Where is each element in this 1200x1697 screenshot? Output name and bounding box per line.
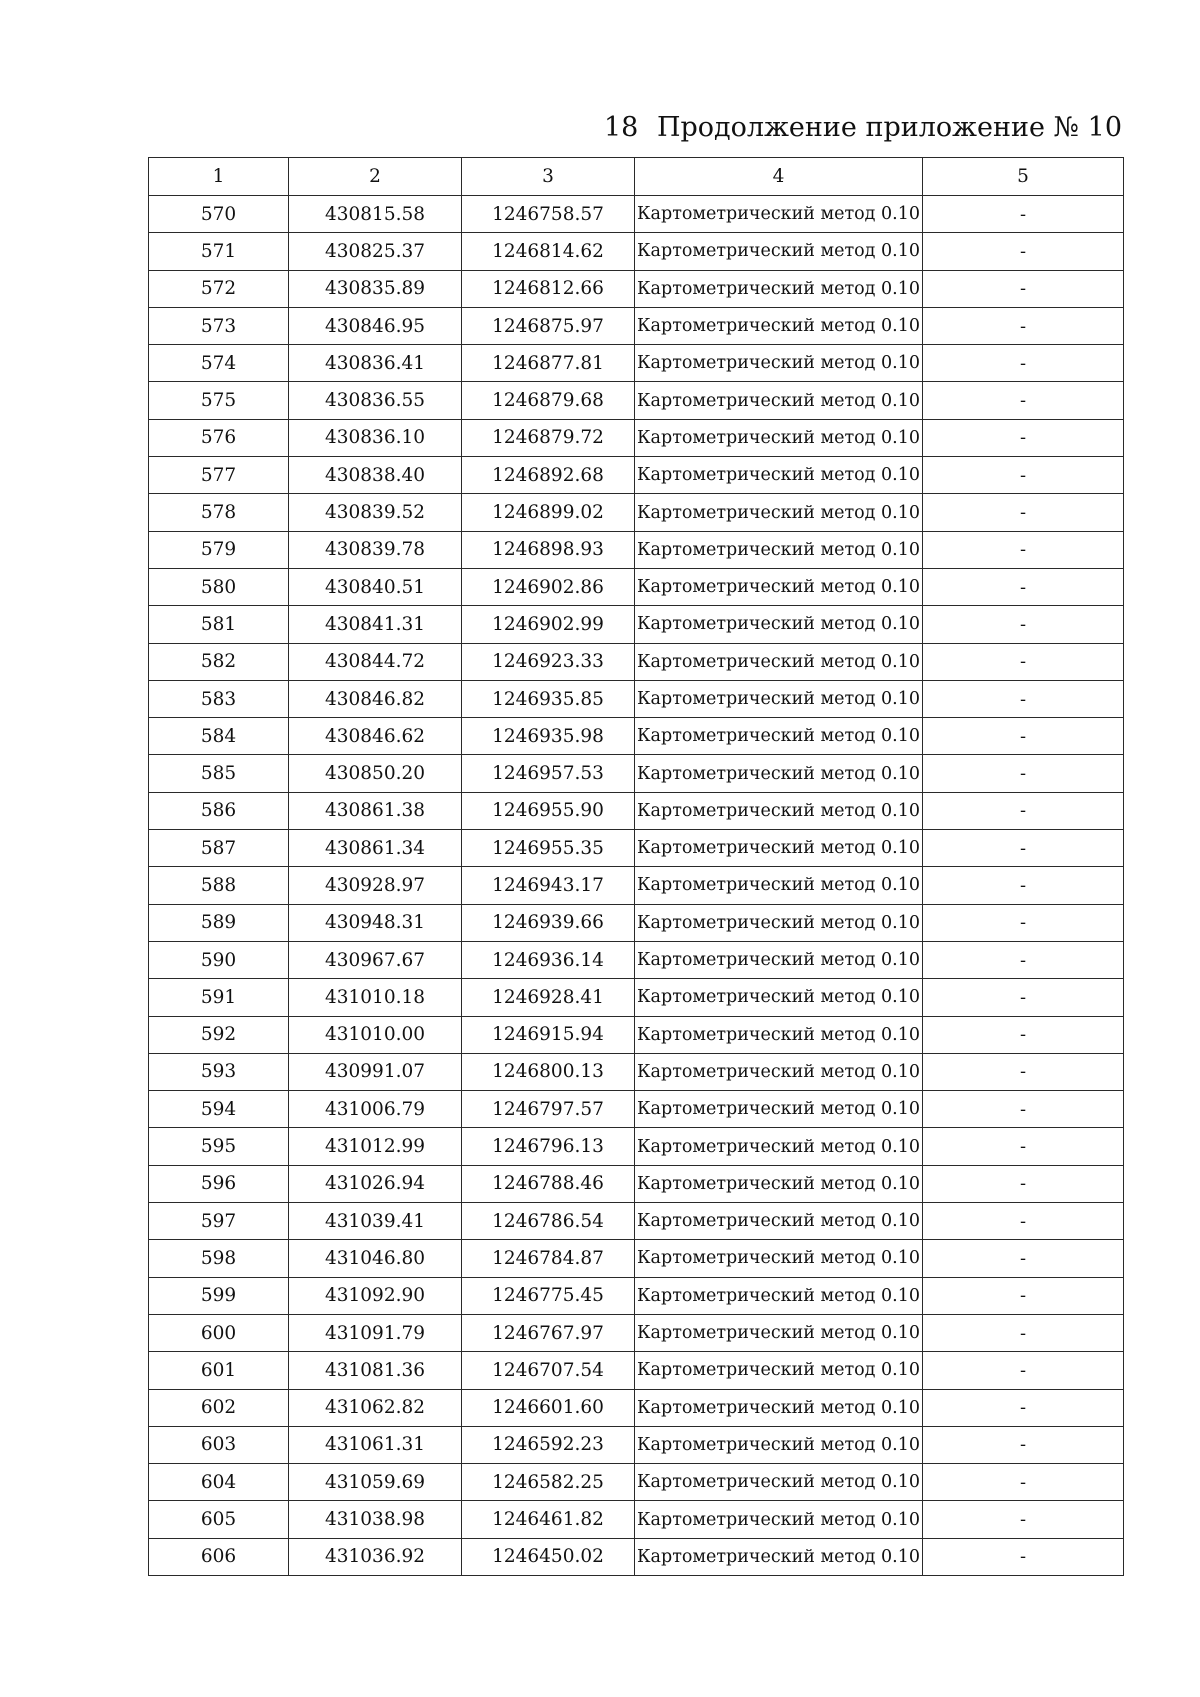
method-cell: Картометрический метод 0.10 <box>635 643 923 680</box>
point-number-cell: 592 <box>149 1016 289 1053</box>
table-row <box>149 1501 1124 1538</box>
description-cell: - <box>923 1314 1124 1351</box>
description-cell: - <box>923 1538 1124 1575</box>
table-row <box>149 196 1124 233</box>
point-number-cell: 603 <box>149 1426 289 1463</box>
y-coordinate-cell: 1246812.66 <box>462 270 635 307</box>
method-cell: Картометрический метод 0.10 <box>635 830 923 867</box>
description-cell: - <box>923 1053 1124 1090</box>
point-number-cell: 591 <box>149 979 289 1016</box>
point-number-cell: 586 <box>149 792 289 829</box>
x-coordinate-cell: 430861.34 <box>289 830 462 867</box>
column-header: 3 <box>462 158 635 196</box>
table-row <box>149 1314 1124 1351</box>
y-coordinate-cell: 1246461.82 <box>462 1501 635 1538</box>
point-number-cell: 575 <box>149 382 289 419</box>
table-row <box>149 830 1124 867</box>
description-cell: - <box>923 419 1124 456</box>
table-row <box>149 270 1124 307</box>
description-cell: - <box>923 680 1124 717</box>
table-row <box>149 755 1124 792</box>
description-cell: - <box>923 941 1124 978</box>
y-coordinate-cell: 1246797.57 <box>462 1091 635 1128</box>
table-row <box>149 1538 1124 1575</box>
description-cell: - <box>923 1128 1124 1165</box>
table-row <box>149 904 1124 941</box>
y-coordinate-cell: 1246758.57 <box>462 196 635 233</box>
description-cell: - <box>923 307 1124 344</box>
description-cell: - <box>923 1352 1124 1389</box>
method-cell: Картометрический метод 0.10 <box>635 457 923 494</box>
x-coordinate-cell: 430967.67 <box>289 941 462 978</box>
table-row <box>149 1053 1124 1090</box>
y-coordinate-cell: 1246786.54 <box>462 1203 635 1240</box>
point-number-cell: 577 <box>149 457 289 494</box>
method-cell: Картометрический метод 0.10 <box>635 568 923 605</box>
appendix-title: Продолжение приложение № 10 <box>656 112 1122 143</box>
table-row <box>149 1464 1124 1501</box>
x-coordinate-cell: 430835.89 <box>289 270 462 307</box>
point-number-cell: 574 <box>149 345 289 382</box>
description-cell: - <box>923 1091 1124 1128</box>
y-coordinate-cell: 1246875.97 <box>462 307 635 344</box>
x-coordinate-cell: 431091.79 <box>289 1314 462 1351</box>
table-row <box>149 941 1124 978</box>
x-coordinate-cell: 431036.92 <box>289 1538 462 1575</box>
point-number-cell: 584 <box>149 718 289 755</box>
x-coordinate-cell: 431092.90 <box>289 1277 462 1314</box>
point-number-cell: 597 <box>149 1203 289 1240</box>
point-number-cell: 593 <box>149 1053 289 1090</box>
table-row <box>149 643 1124 680</box>
description-cell: - <box>923 1277 1124 1314</box>
method-cell: Картометрический метод 0.10 <box>635 941 923 978</box>
y-coordinate-cell: 1246592.23 <box>462 1426 635 1463</box>
table-body <box>149 196 1124 1576</box>
method-cell: Картометрический метод 0.10 <box>635 345 923 382</box>
point-number-cell: 595 <box>149 1128 289 1165</box>
description-cell: - <box>923 1203 1124 1240</box>
point-number-cell: 582 <box>149 643 289 680</box>
method-cell: Картометрический метод 0.10 <box>635 270 923 307</box>
method-cell: Картометрический метод 0.10 <box>635 233 923 270</box>
table-row <box>149 531 1124 568</box>
point-number-cell: 579 <box>149 531 289 568</box>
point-number-cell: 587 <box>149 830 289 867</box>
y-coordinate-cell: 1246936.14 <box>462 941 635 978</box>
description-cell: - <box>923 979 1124 1016</box>
y-coordinate-cell: 1246915.94 <box>462 1016 635 1053</box>
point-number-cell: 600 <box>149 1314 289 1351</box>
description-cell: - <box>923 382 1124 419</box>
x-coordinate-cell: 431006.79 <box>289 1091 462 1128</box>
point-number-cell: 590 <box>149 941 289 978</box>
table-row <box>149 419 1124 456</box>
point-number-cell: 576 <box>149 419 289 456</box>
description-cell: - <box>923 1240 1124 1277</box>
y-coordinate-cell: 1246955.90 <box>462 792 635 829</box>
x-coordinate-cell: 430861.38 <box>289 792 462 829</box>
y-coordinate-cell: 1246957.53 <box>462 755 635 792</box>
page-number: 18 <box>604 112 639 143</box>
x-coordinate-cell: 430841.31 <box>289 606 462 643</box>
y-coordinate-cell: 1246582.25 <box>462 1464 635 1501</box>
description-cell: - <box>923 643 1124 680</box>
y-coordinate-cell: 1246784.87 <box>462 1240 635 1277</box>
table-row <box>149 680 1124 717</box>
table-row <box>149 233 1124 270</box>
y-coordinate-cell: 1246450.02 <box>462 1538 635 1575</box>
x-coordinate-cell: 430846.82 <box>289 680 462 717</box>
method-cell: Картометрический метод 0.10 <box>635 1352 923 1389</box>
y-coordinate-cell: 1246892.68 <box>462 457 635 494</box>
point-number-cell: 580 <box>149 568 289 605</box>
description-cell: - <box>923 867 1124 904</box>
description-cell: - <box>923 270 1124 307</box>
description-cell: - <box>923 1389 1124 1426</box>
y-coordinate-cell: 1246898.93 <box>462 531 635 568</box>
x-coordinate-cell: 430836.55 <box>289 382 462 419</box>
x-coordinate-cell: 430825.37 <box>289 233 462 270</box>
method-cell: Картометрический метод 0.10 <box>635 1314 923 1351</box>
point-number-cell: 589 <box>149 904 289 941</box>
table-row <box>149 1277 1124 1314</box>
y-coordinate-cell: 1246943.17 <box>462 867 635 904</box>
y-coordinate-cell: 1246902.86 <box>462 568 635 605</box>
table-row <box>149 1426 1124 1463</box>
method-cell: Картометрический метод 0.10 <box>635 979 923 1016</box>
description-cell: - <box>923 457 1124 494</box>
y-coordinate-cell: 1246935.85 <box>462 680 635 717</box>
description-cell: - <box>923 568 1124 605</box>
page-header <box>0 112 1200 152</box>
x-coordinate-cell: 430815.58 <box>289 196 462 233</box>
description-cell: - <box>923 531 1124 568</box>
y-coordinate-cell: 1246939.66 <box>462 904 635 941</box>
method-cell: Картометрический метод 0.10 <box>635 382 923 419</box>
table-header-row <box>149 158 1124 196</box>
method-cell: Картометрический метод 0.10 <box>635 419 923 456</box>
point-number-cell: 585 <box>149 755 289 792</box>
x-coordinate-cell: 431046.80 <box>289 1240 462 1277</box>
method-cell: Картометрический метод 0.10 <box>635 196 923 233</box>
description-cell: - <box>923 345 1124 382</box>
table-row <box>149 1203 1124 1240</box>
y-coordinate-cell: 1246902.99 <box>462 606 635 643</box>
description-cell: - <box>923 494 1124 531</box>
y-coordinate-cell: 1246928.41 <box>462 979 635 1016</box>
method-cell: Картометрический метод 0.10 <box>635 1464 923 1501</box>
x-coordinate-cell: 430839.52 <box>289 494 462 531</box>
point-number-cell: 581 <box>149 606 289 643</box>
table-row <box>149 1240 1124 1277</box>
method-cell: Картометрический метод 0.10 <box>635 680 923 717</box>
method-cell: Картометрический метод 0.10 <box>635 1203 923 1240</box>
description-cell: - <box>923 792 1124 829</box>
table-row <box>149 345 1124 382</box>
method-cell: Картометрический метод 0.10 <box>635 1165 923 1202</box>
method-cell: Картометрический метод 0.10 <box>635 531 923 568</box>
column-header: 5 <box>923 158 1124 196</box>
point-number-cell: 578 <box>149 494 289 531</box>
point-number-cell: 571 <box>149 233 289 270</box>
table-row <box>149 979 1124 1016</box>
table-row <box>149 792 1124 829</box>
point-number-cell: 583 <box>149 680 289 717</box>
y-coordinate-cell: 1246796.13 <box>462 1128 635 1165</box>
method-cell: Картометрический метод 0.10 <box>635 1053 923 1090</box>
x-coordinate-cell: 430836.10 <box>289 419 462 456</box>
x-coordinate-cell: 431059.69 <box>289 1464 462 1501</box>
table-row <box>149 1389 1124 1426</box>
method-cell: Картометрический метод 0.10 <box>635 1016 923 1053</box>
description-cell: - <box>923 1464 1124 1501</box>
method-cell: Картометрический метод 0.10 <box>635 1501 923 1538</box>
x-coordinate-cell: 431081.36 <box>289 1352 462 1389</box>
description-cell: - <box>923 904 1124 941</box>
description-cell: - <box>923 830 1124 867</box>
description-cell: - <box>923 196 1124 233</box>
table-row <box>149 1016 1124 1053</box>
x-coordinate-cell: 430838.40 <box>289 457 462 494</box>
x-coordinate-cell: 431026.94 <box>289 1165 462 1202</box>
y-coordinate-cell: 1246775.45 <box>462 1277 635 1314</box>
point-number-cell: 594 <box>149 1091 289 1128</box>
table-row <box>149 307 1124 344</box>
x-coordinate-cell: 430991.07 <box>289 1053 462 1090</box>
table-row <box>149 382 1124 419</box>
description-cell: - <box>923 1501 1124 1538</box>
x-coordinate-cell: 430948.31 <box>289 904 462 941</box>
point-number-cell: 602 <box>149 1389 289 1426</box>
method-cell: Картометрический метод 0.10 <box>635 307 923 344</box>
x-coordinate-cell: 430850.20 <box>289 755 462 792</box>
x-coordinate-cell: 431062.82 <box>289 1389 462 1426</box>
method-cell: Картометрический метод 0.10 <box>635 1240 923 1277</box>
x-coordinate-cell: 431039.41 <box>289 1203 462 1240</box>
method-cell: Картометрический метод 0.10 <box>635 1426 923 1463</box>
point-number-cell: 601 <box>149 1352 289 1389</box>
y-coordinate-cell: 1246879.68 <box>462 382 635 419</box>
y-coordinate-cell: 1246955.35 <box>462 830 635 867</box>
method-cell: Картометрический метод 0.10 <box>635 1277 923 1314</box>
table-row <box>149 606 1124 643</box>
x-coordinate-cell: 430846.95 <box>289 307 462 344</box>
x-coordinate-cell: 430840.51 <box>289 568 462 605</box>
column-header: 1 <box>149 158 289 196</box>
method-cell: Картометрический метод 0.10 <box>635 792 923 829</box>
point-number-cell: 606 <box>149 1538 289 1575</box>
point-number-cell: 604 <box>149 1464 289 1501</box>
point-number-cell: 572 <box>149 270 289 307</box>
description-cell: - <box>923 755 1124 792</box>
point-number-cell: 570 <box>149 196 289 233</box>
description-cell: - <box>923 606 1124 643</box>
method-cell: Картометрический метод 0.10 <box>635 1128 923 1165</box>
x-coordinate-cell: 430928.97 <box>289 867 462 904</box>
x-coordinate-cell: 431012.99 <box>289 1128 462 1165</box>
method-cell: Картометрический метод 0.10 <box>635 1389 923 1426</box>
point-number-cell: 598 <box>149 1240 289 1277</box>
point-number-cell: 573 <box>149 307 289 344</box>
y-coordinate-cell: 1246767.97 <box>462 1314 635 1351</box>
x-coordinate-cell: 431010.00 <box>289 1016 462 1053</box>
x-coordinate-cell: 431061.31 <box>289 1426 462 1463</box>
point-number-cell: 588 <box>149 867 289 904</box>
point-number-cell: 599 <box>149 1277 289 1314</box>
method-cell: Картометрический метод 0.10 <box>635 1091 923 1128</box>
description-cell: - <box>923 233 1124 270</box>
y-coordinate-cell: 1246923.33 <box>462 643 635 680</box>
table-row <box>149 867 1124 904</box>
x-coordinate-cell: 430836.41 <box>289 345 462 382</box>
point-number-cell: 596 <box>149 1165 289 1202</box>
table-row <box>149 1128 1124 1165</box>
y-coordinate-cell: 1246601.60 <box>462 1389 635 1426</box>
point-number-cell: 605 <box>149 1501 289 1538</box>
y-coordinate-cell: 1246877.81 <box>462 345 635 382</box>
y-coordinate-cell: 1246935.98 <box>462 718 635 755</box>
x-coordinate-cell: 431038.98 <box>289 1501 462 1538</box>
method-cell: Картометрический метод 0.10 <box>635 718 923 755</box>
description-cell: - <box>923 1165 1124 1202</box>
method-cell: Картометрический метод 0.10 <box>635 494 923 531</box>
method-cell: Картометрический метод 0.10 <box>635 904 923 941</box>
column-header: 2 <box>289 158 462 196</box>
y-coordinate-cell: 1246899.02 <box>462 494 635 531</box>
table-row <box>149 718 1124 755</box>
y-coordinate-cell: 1246788.46 <box>462 1165 635 1202</box>
table-row <box>149 457 1124 494</box>
x-coordinate-cell: 430844.72 <box>289 643 462 680</box>
method-cell: Картометрический метод 0.10 <box>635 1538 923 1575</box>
coordinates-table <box>148 157 1124 1576</box>
x-coordinate-cell: 430839.78 <box>289 531 462 568</box>
description-cell: - <box>923 1426 1124 1463</box>
table-row <box>149 1352 1124 1389</box>
description-cell: - <box>923 718 1124 755</box>
table-row <box>149 1165 1124 1202</box>
x-coordinate-cell: 430846.62 <box>289 718 462 755</box>
column-header: 4 <box>635 158 923 196</box>
method-cell: Картометрический метод 0.10 <box>635 867 923 904</box>
y-coordinate-cell: 1246800.13 <box>462 1053 635 1090</box>
method-cell: Картометрический метод 0.10 <box>635 606 923 643</box>
y-coordinate-cell: 1246814.62 <box>462 233 635 270</box>
table-row <box>149 568 1124 605</box>
y-coordinate-cell: 1246879.72 <box>462 419 635 456</box>
table-row <box>149 1091 1124 1128</box>
y-coordinate-cell: 1246707.54 <box>462 1352 635 1389</box>
x-coordinate-cell: 431010.18 <box>289 979 462 1016</box>
description-cell: - <box>923 1016 1124 1053</box>
table-row <box>149 494 1124 531</box>
method-cell: Картометрический метод 0.10 <box>635 755 923 792</box>
